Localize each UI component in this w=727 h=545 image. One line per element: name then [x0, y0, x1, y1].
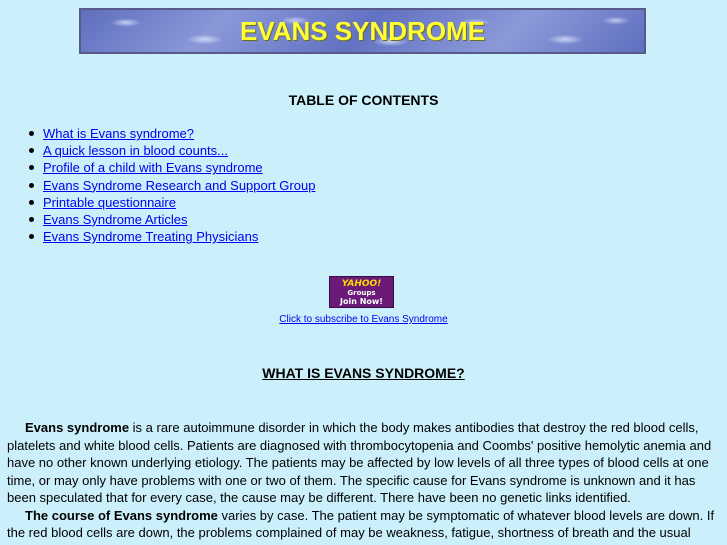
paragraph [7, 419, 719, 507]
yahoo-groups-join-button[interactable] [329, 276, 394, 308]
section-heading: WHAT IS EVANS SYNDROME? [262, 365, 465, 381]
toc-link-questionnaire[interactable]: Printable questionnaire [43, 194, 176, 210]
toc-item [43, 194, 315, 211]
paragraph [7, 507, 719, 542]
toc-list [0, 125, 315, 245]
yahoo-logo-text: YAHOO! [341, 279, 382, 289]
subscribe-row [0, 314, 727, 325]
toc-item [43, 228, 315, 245]
yahoo-join-text: Join Now! [340, 297, 383, 306]
toc-link-articles[interactable]: Evans Syndrome Articles [43, 211, 188, 227]
toc-item [43, 177, 315, 194]
toc-link-profile[interactable]: Profile of a child with Evans syndrome [43, 160, 263, 176]
paragraph-lead: Evans syndrome [25, 420, 130, 435]
toc-link-physicians[interactable]: Evans Syndrome Treating Physicians [43, 229, 259, 245]
header-banner [79, 8, 646, 54]
site-title: EVANS SYNDROME [239, 16, 486, 46]
paragraph-lead: The course of Evans syndrome [25, 507, 218, 523]
toc-item [43, 125, 315, 142]
toc-item [43, 142, 315, 159]
toc-item [43, 159, 315, 176]
toc-link-what-is[interactable]: What is Evans syndrome? [43, 126, 195, 141]
subscribe-link[interactable]: Click to subscribe to Evans Syndrome [279, 314, 448, 325]
toc-item [43, 211, 315, 228]
paragraph-text: is a rare autoimmune disorder in which the body makes antibodies that destroy the red blood cells, platelets and white blood cells. Patients are diagnosed with thrombocytopenia and Coombs' positive hemolytic anemia and have no other known underlying etiology. The patients may be affected by low levels of all three types of blood cells at one time, or may only have problems with one or two of them. The specific cause for Evans syndrome is unknown and it has been speculated that for every case, the cause may be different. There have been no genetic links identified. [7, 420, 712, 505]
yahoo-groups-text: Groups [347, 289, 376, 297]
article-body [7, 419, 719, 542]
paragraph-text: varies by case. The patient may be symptomatic of whatever blood levels are down. If the red blood cells are down, the problems complained of may be weakness, fatigue, shortness of breath and the usual [7, 507, 715, 540]
toc-heading: TABLE OF CONTENTS [288, 92, 439, 108]
toc-link-blood-counts[interactable]: A quick lesson in blood counts... [43, 143, 229, 159]
toc-link-research-group[interactable]: Evans Syndrome Research and Support Group [43, 177, 316, 193]
